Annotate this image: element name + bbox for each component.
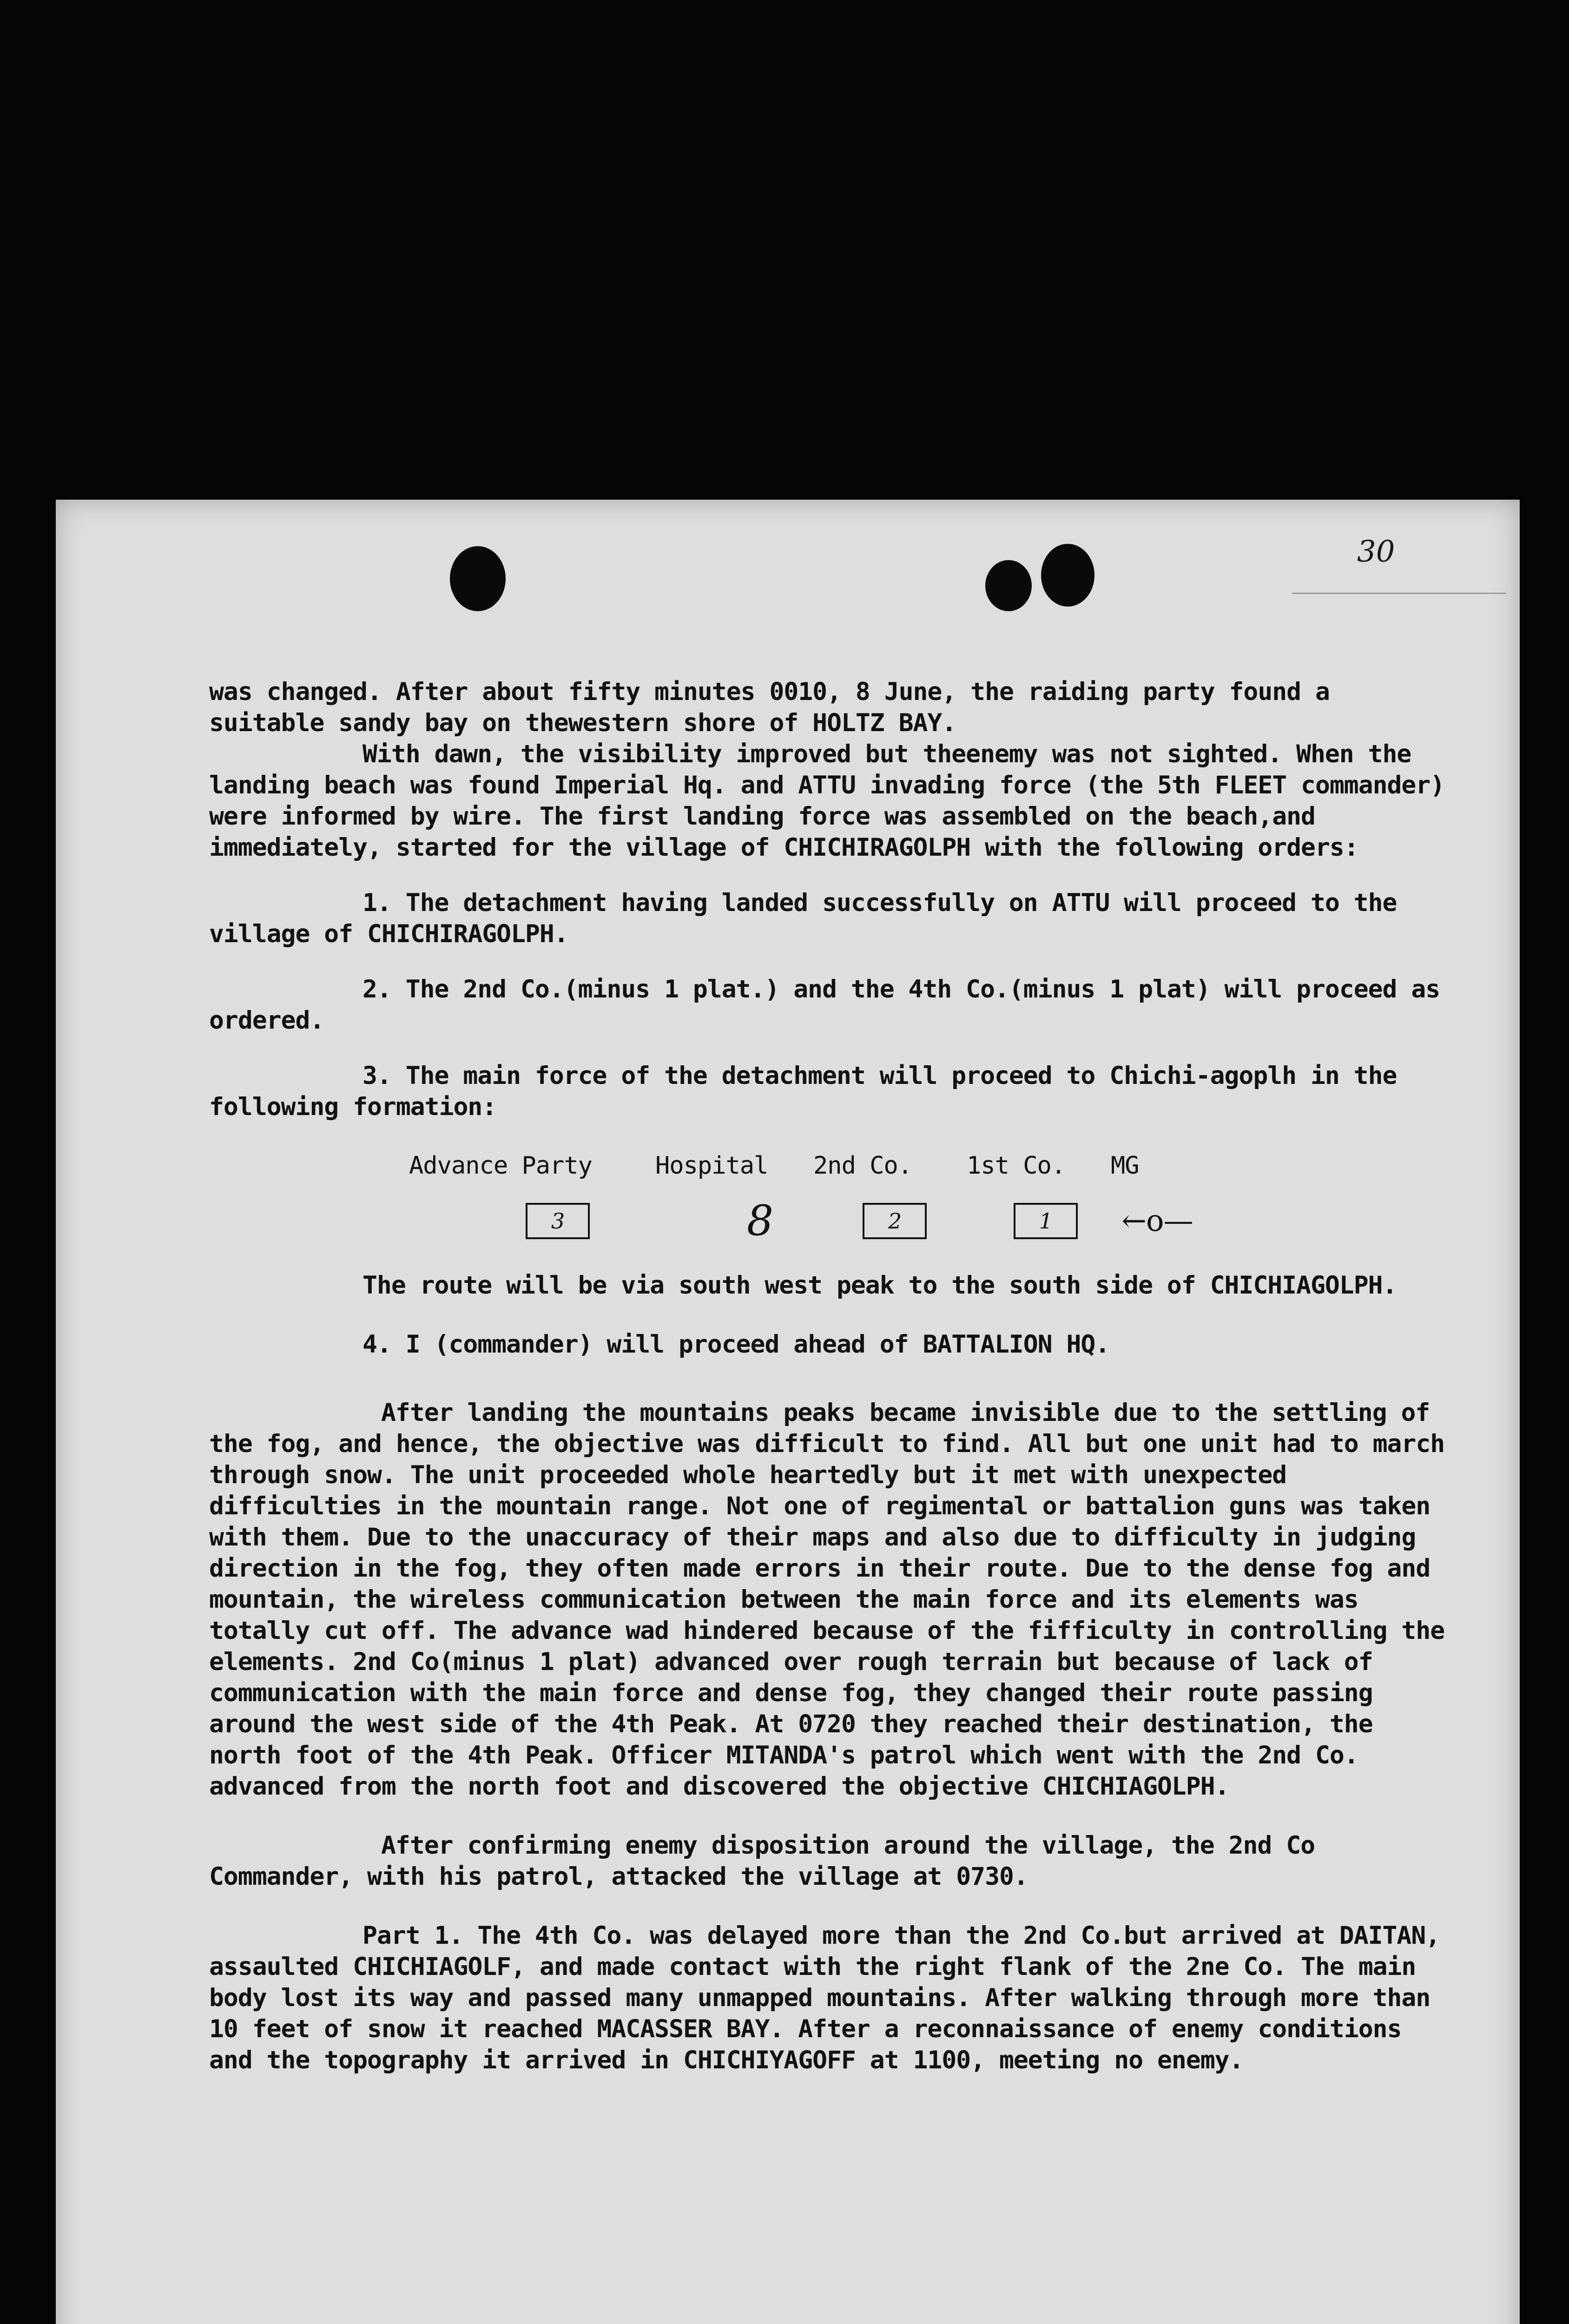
document-body — [209, 676, 1445, 2076]
formation-label-2nd-co: 2nd Co. — [813, 1152, 912, 1180]
page-number: 30 — [1357, 535, 1395, 569]
formation-symbol-slot — [409, 1203, 655, 1239]
punch-hole — [1041, 544, 1094, 607]
page-number-rule — [1292, 593, 1506, 594]
paragraph-part-1: Part 1. The 4th Co. was delayed more than the 2nd Co.but arrived at DAITAN, assaulted CHICHIAGOLF, and made contact with the right flank of the 2ne Co. The main body lost its way and passed many unmapped mountains. After walking through more than 10 feet of snow it reached MACASSER BAY. After a reconnaissance of enemy conditions and the topography it arrived in CHICHIYAGOFF at 1100, meeting no enemy. — [209, 1921, 1440, 2074]
formation-label-advance-party: Advance Party — [409, 1152, 592, 1180]
hospital-symbol: 8 — [746, 1196, 773, 1245]
formation-symbol-slot — [967, 1203, 1111, 1239]
first-co-symbol: 1 — [1014, 1203, 1078, 1239]
advance-party-symbol: 3 — [526, 1203, 590, 1239]
punch-hole — [450, 546, 506, 611]
formation-symbols — [409, 1196, 1269, 1245]
formation-symbol-slot — [1111, 1203, 1204, 1238]
order-3: 3. The main force of the detachment will proceed to Chichi-agoplh in the following formation: — [209, 1062, 1397, 1121]
formation-diagram — [409, 1150, 1269, 1245]
paragraph-dawn: With dawn, the visibility improved but theenemy was not sighted. When the landing beach was found Imperial Hq. and ATTU invading force (the 5th FLEET commander) were informed by wire. The first landing force was assembled on the beach,and immediately, started for the village of CHICHIRAGOLPH with the following orders: — [209, 740, 1445, 862]
paragraph-after-landing: After landing the mountains peaks became invisible due to the settling of the fog, and hence, the objective was difficult to find. All but one unit had to march through snow. The unit proceeded whole heartedly but it met with unexpected difficulties in the mountain range. Not one of regimental or battalion guns was taken with them. Due to the unaccuracy of their maps and also due to difficulty in judging direction in the fog, they often made errors in their route. Due to the dense fog and mountain, the wireless communication between the main force and its elements was totally cut off. The advance wad hindered because of the fifficulty in controlling the elements. 2nd Co(minus 1 plat) advanced over rough terrain but because of lack of communication with the main force and dense fog, they changed their route passing around the west side of the 4th Peak. At 0720 they reached their destination, the north foot of the 4th Peak. Officer MITANDA's patrol which went with the 2nd Co. advanced from the north foot and discovered the objective CHICHIAGOLPH. — [209, 1399, 1445, 1801]
formation-labels — [409, 1150, 1269, 1182]
mg-symbol: ←o— — [1121, 1203, 1193, 1238]
document-page — [56, 500, 1520, 2324]
second-co-symbol: 2 — [863, 1203, 927, 1239]
paragraph-opening: was changed. After about fifty minutes 0010, 8 June, the raiding party found a suitable sandy bay on thewestern shore of HOLTZ BAY. — [209, 678, 1330, 737]
formation-symbol-slot — [655, 1196, 813, 1245]
formation-label-mg: MG — [1111, 1152, 1139, 1180]
order-2: 2. The 2nd Co.(minus 1 plat.) and the 4th Co.(minus 1 plat) will proceed as ordered. — [209, 975, 1440, 1035]
formation-label-1st-co: 1st Co. — [967, 1152, 1066, 1180]
paragraph-confirming: After confirming enemy disposition around the village, the 2nd Co Commander, with his patrol, attacked the village at 0730. — [209, 1831, 1315, 1891]
order-1: 1. The detachment having landed successfully on ATTU will proceed to the village of CHICHIRAGOLPH. — [209, 889, 1397, 948]
order-4: 4. I (commander) will proceed ahead of BATTALION HQ. — [363, 1330, 1110, 1359]
paragraph-route: The route will be via south west peak to the south side of CHICHIAGOLPH. — [363, 1271, 1397, 1300]
punch-hole — [985, 560, 1032, 611]
formation-symbol-slot — [813, 1203, 967, 1239]
formation-label-hospital: Hospital — [655, 1152, 768, 1180]
